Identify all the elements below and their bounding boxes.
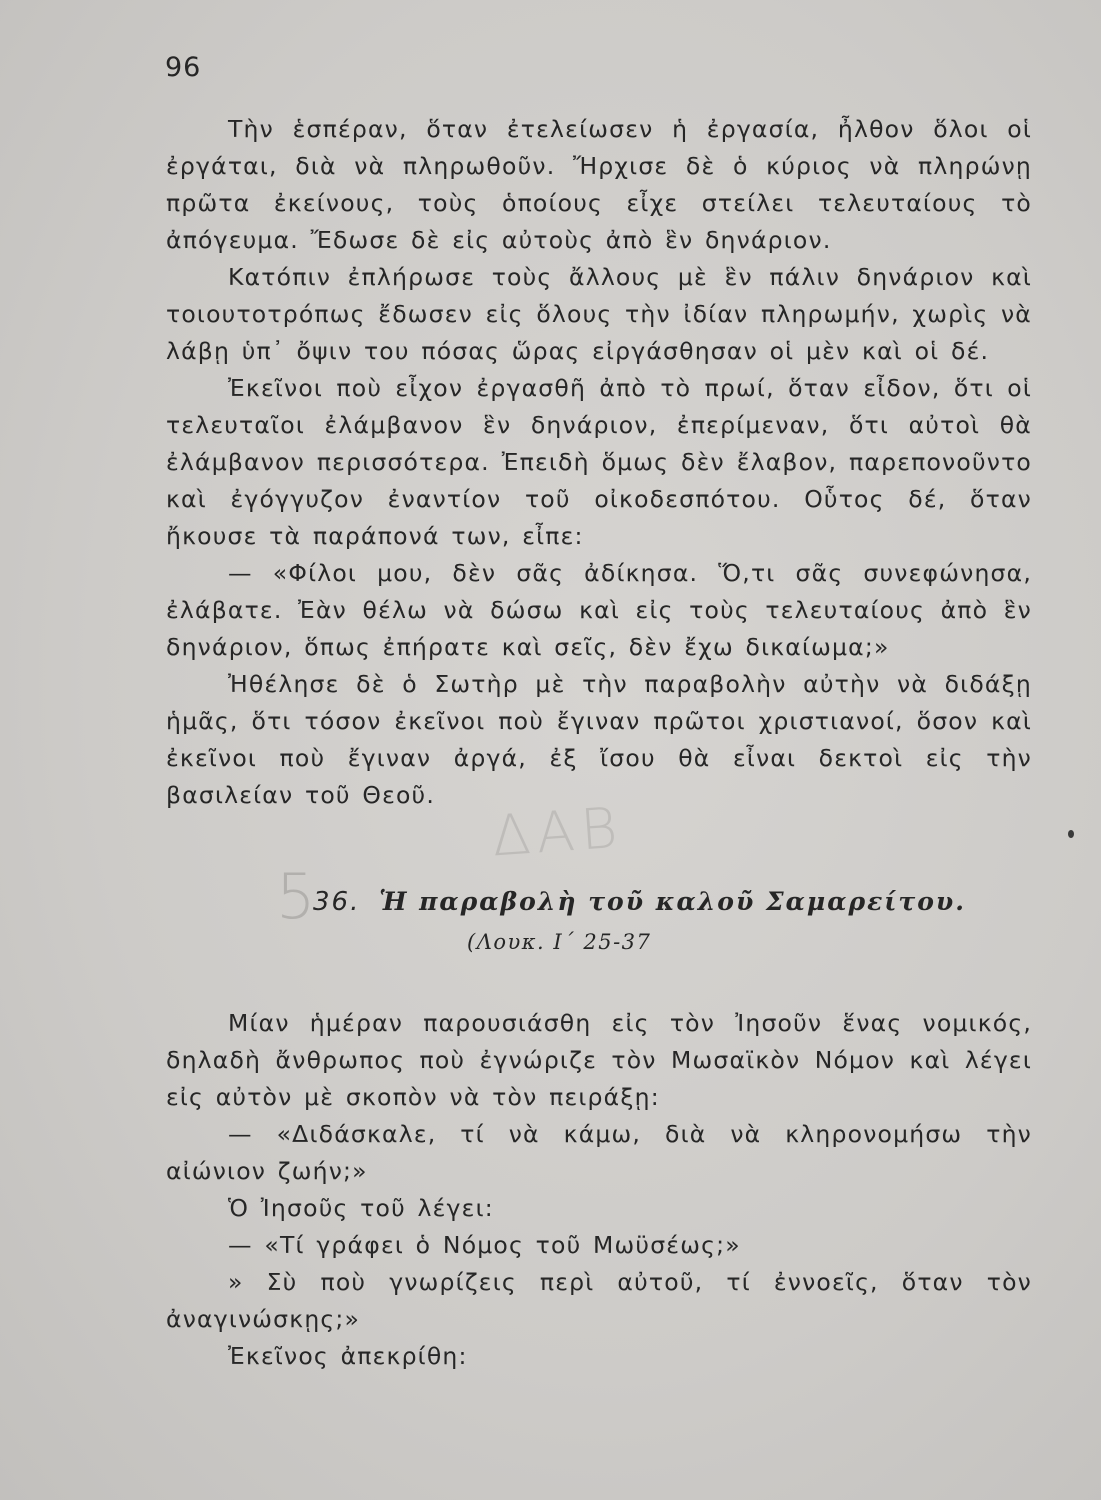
paragraph-dialogue: — «Διδάσκαλε, τί νὰ κάμω, διὰ νὰ κληρονομήσω τὴν αἰώνιον ζωήν;»	[166, 1120, 1032, 1185]
pencil-initials-mark: ΔΑΒ	[489, 795, 626, 870]
scripture-reference: (Λουκ. Ι΄ 25-37	[467, 930, 652, 954]
paragraph: Ἐκεῖνοι ποὺ εἶχον ἐργασθῆ ἀπὸ τὸ πρωί, ὅταν εἶδον, ὅτι οἱ τελευταῖοι ἐλάμβανον ἓν δηνάριον, ἐπερίμεναν, ὅτι αὐτοὶ θὰ ἐλάμβανον περισσότερα. Ἐπειδὴ ὅμως δὲν ἔλαβον, παρεπονοῦντο καὶ ἐγόγγυζον ἐναντίον τοῦ οἰκοδεσπότου. Οὗτος δέ, ὅταν ἤκουσε τὰ παράπονά των, εἶπε:	[166, 374, 1032, 550]
paragraph-dialogue: — «Τί γράφει ὁ Νόμος τοῦ Μωϋσέως;»	[228, 1231, 741, 1259]
chapter-heading	[313, 887, 966, 917]
paragraph: Μίαν ἡμέραν παρουσιάσθη εἰς τὸν Ἰησοῦν ἕνας νομικός, δηλαδὴ ἄνθρωπος ποὺ ἐγνώριζε τὸν Μωσαϊκὸν Νόμον καὶ λέγει εἰς αὐτὸν μὲ σκοπὸν νὰ τὸν πειράξῃ:	[166, 1009, 1032, 1111]
paragraph: Ὁ Ἰησοῦς τοῦ λέγει:	[228, 1194, 494, 1222]
chapter-title: Ἡ παραβολὴ τοῦ καλοῦ Σαμαρείτου.	[379, 887, 966, 916]
pencil-number-mark: 5	[276, 860, 316, 933]
chapter-number: 36.	[313, 887, 361, 917]
paragraph: Ἐκεῖνος ἀπεκρίθη:	[228, 1342, 468, 1370]
section-good-samaritan	[166, 1005, 1032, 1375]
section-previous-parable	[166, 111, 1032, 814]
paragraph-dialogue: — «Φίλοι μου, δὲν σᾶς ἀδίκησα. Ὅ,τι σᾶς συνεφώνησα, ἐλάβατε. Ἐὰν θέλω νὰ δώσω καὶ εἰς τοὺς τελευταίους ἀπὸ ἓν δηνάριον, ὅπως ἐπήρατε καὶ σεῖς, δὲν ἔχω δικαίωμα;»	[166, 559, 1032, 661]
ink-dot	[1068, 830, 1074, 838]
paragraph: Κατόπιν ἐπλήρωσε τοὺς ἄλλους μὲ ἓν πάλιν δηνάριον καὶ τοιουτοτρόπως ἔδωσεν εἰς ὅλους τὴν ἰδίαν πληρωμήν, χωρὶς νὰ λάβῃ ὑπ᾽ ὄψιν του πόσας ὥρας εἰργάσθησαν οἱ μὲν καὶ οἱ δέ.	[166, 263, 1032, 365]
page-number: 96	[165, 52, 202, 83]
paragraph: Τὴν ἑσπέραν, ὅταν ἐτελείωσεν ἡ ἐργασία, ἦλθον ὅλοι οἱ ἐργάται, διὰ νὰ πληρωθοῦν. Ἤρχισε δὲ ὁ κύριος νὰ πληρώνῃ πρῶτα ἐκείνους, τοὺς ὁποίους εἶχε στείλει τελευταίους τὸ ἀπόγευμα. Ἔδωσε δὲ εἰς αὐτοὺς ἀπὸ ἓν δηνάριον.	[166, 115, 1032, 254]
paragraph-dialogue: » Σὺ ποὺ γνωρίζεις περὶ αὐτοῦ, τί ἐννοεῖς, ὅταν τὸν ἀναγινώσκῃς;»	[166, 1268, 1032, 1333]
paragraph: Ἠθέλησε δὲ ὁ Σωτὴρ μὲ τὴν παραβολὴν αὐτὴν νὰ διδάξῃ ἡμᾶς, ὅτι τόσον ἐκεῖνοι ποὺ ἔγιναν πρῶτοι χριστιανοί, ὅσον καὶ ἐκεῖνοι ποὺ ἔγιναν ἀργά, ἐξ ἴσου θὰ εἶναι δεκτοὶ εἰς τὴν βασιλείαν τοῦ Θεοῦ.	[166, 670, 1032, 809]
